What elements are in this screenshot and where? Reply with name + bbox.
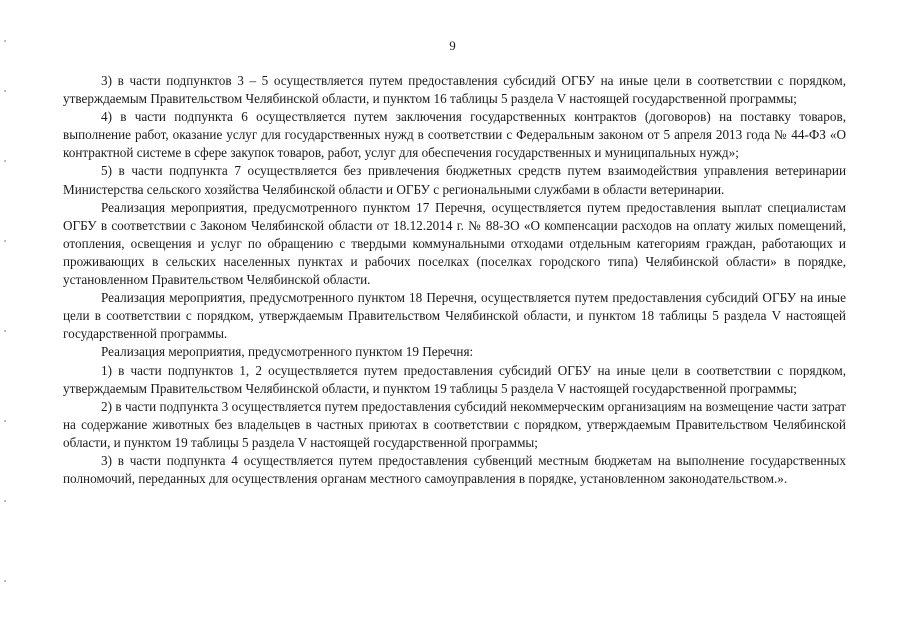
paragraph: Реализация мероприятия, предусмотренного пунктом 17 Перечня, осуществляется путем предоставления выплат специалистам ОГБУ в соответствии с Законом Челябинской области от 18.12.2014 г. № 88-ЗО «О компенсации расходов на оплату жилых помещений, отопления, освещения и услуг по обращению с твердыми коммунальными отходами отдельным категориям граждан, работающих и проживающих в сельских населенных пунктах и рабочих поселках (поселках городского типа) Челябинской области» в порядке, установленном Правительством Челябинской области.: [63, 199, 846, 288]
paragraph: 3) в части подпунктов 3 – 5 осуществляется путем предоставления субсидий ОГБУ на иные цели в соответствии с порядком, утверждаемым Правительством Челябинской области, и пунктом 16 таблицы 5 раздела V настоящей государственной программы;: [63, 73, 846, 107]
scan-margin-marks: [4, 30, 6, 610]
paragraph: 1) в части подпунктов 1, 2 осуществляется путем предоставления субсидий ОГБУ на иные цели в соответствии с порядком, утверждаемым Правительством Челябинской области, и пунктом 19 таблицы 5 раздела V настоящей государственной программы;: [63, 362, 846, 396]
paragraph: 3) в части подпункта 4 осуществляется путем предоставления субвенций местным бюджетам на выполнение государственных полномочий, переданных для осуществления органам местного самоуправления в порядке, установленном законодательством.».: [63, 452, 846, 487]
paragraph: Реализация мероприятия, предусмотренного пунктом 19 Перечня:: [101, 344, 474, 360]
paragraph: 5) в части подпункта 7 осуществляется без привлечения бюджетных средств путем взаимодействия управления ветеринарии Министерства сельского хозяйства Челябинской области и ОГБУ с региональными службами в области ветеринарии.: [63, 163, 846, 197]
paragraph: Реализация мероприятия, предусмотренного пунктом 18 Перечня, осуществляется путем предоставления субсидий ОГБУ на иные цели в соответствии с порядком, утверждаемым Правительством Челябинской области, и пунктом 18 таблицы 5 раздела V настоящей государственной программы.: [63, 290, 846, 342]
paragraph: 4) в части подпункта 6 осуществляется путем заключения государственных контрактов (договоров) на поставку товаров, выполнение работ, оказание услуг для государственных нужд в соответствии с Федеральным законом от 5 апреля 2013 года № 44-ФЗ «О контрактной системе в сфере закупок товаров, работ, услуг для обеспечения государственных и муниципальных нужд»;: [63, 109, 846, 161]
paragraph: 2) в части подпункта 3 осуществляется путем предоставления субсидий некоммерческим организациям на возмещение части затрат на содержание животных без владельцев в частных приютах в соответствии с порядком, утверждаемым Правительством Челябинской области, и пунктом 19 таблицы 5 раздела V настоящей государственной программы;: [63, 398, 846, 450]
document-body: [63, 72, 846, 488]
page-number: 9: [449, 38, 456, 53]
